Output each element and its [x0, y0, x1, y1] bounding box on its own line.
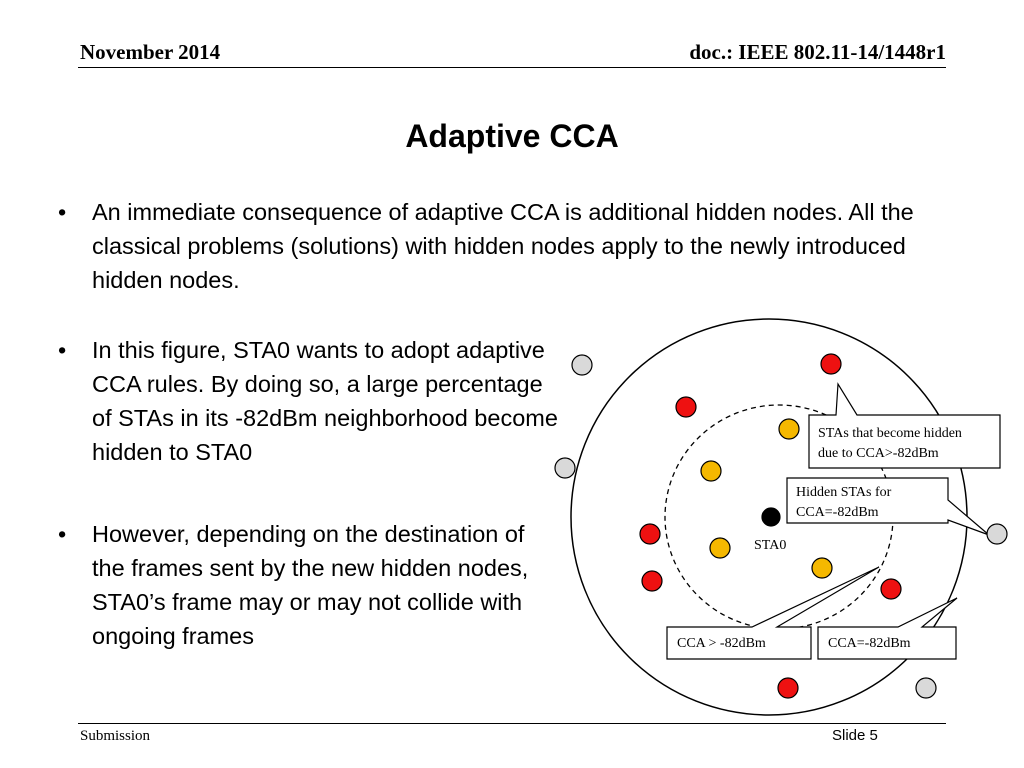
- callout-cca-equal-label: CCA=-82dBm: [828, 636, 911, 651]
- callout-hidden-become: [809, 384, 1000, 468]
- sta-node-yellow: [710, 538, 730, 558]
- callout-hidden-become-line1: STAs that become hidden: [818, 426, 962, 441]
- sta-node-gray: [555, 458, 575, 478]
- bullet-dot: •: [58, 521, 67, 547]
- sta-node-red: [881, 579, 901, 599]
- bullet-dot: •: [58, 337, 67, 363]
- sta0-node: [762, 508, 780, 526]
- callout-cca-equal: [818, 598, 957, 659]
- sta-node-yellow: [779, 419, 799, 439]
- sta-node-gray: [572, 355, 592, 375]
- callout-hidden-for-line2: CCA=-82dBm: [796, 505, 879, 520]
- footer-rule: [78, 723, 946, 724]
- sta0-label: STA0: [754, 538, 787, 553]
- sta-node-gray: [987, 524, 1007, 544]
- sta-node-red: [821, 354, 841, 374]
- bullet-1-text: An immediate consequence of adaptive CCA is additional hidden nodes. All the classical problems (solutions) with hidden nodes apply to the newly introduced hidden nodes.: [92, 199, 914, 293]
- footer-slide-number: Slide 5: [832, 727, 878, 744]
- footer-submission: Submission: [80, 728, 151, 744]
- callout-hidden-for: [787, 478, 989, 535]
- sta-node-gray: [916, 678, 936, 698]
- slide-title: Adaptive CCA: [405, 118, 619, 154]
- sta-node-red: [642, 571, 662, 591]
- callout-hidden-for-line1: Hidden STAs for: [796, 485, 892, 500]
- callout-hidden-become-line2: due to CCA>-82dBm: [818, 446, 939, 461]
- bullet-2-text: In this figure, STA0 wants to adopt adaptive CCA rules. By doing so, a large percentage of STAs in its -82dBm neighborhood become hidden to STA0: [92, 337, 558, 465]
- sta-node-yellow: [812, 558, 832, 578]
- header-doc-id: doc.: IEEE 802.11-14/1448r1: [689, 40, 946, 64]
- bullet-3-text: However, depending on the destination of the frames sent by the new hidden nodes, STA0’s frame may or may not collide with ongoing frames: [92, 521, 529, 649]
- sta-node-yellow: [701, 461, 721, 481]
- header-date: November 2014: [80, 40, 221, 64]
- sta-node-red: [640, 524, 660, 544]
- sta-node-red: [676, 397, 696, 417]
- callout-cca-greater-label: CCA > -82dBm: [677, 636, 766, 651]
- bullet-dot: •: [58, 199, 67, 225]
- sta-node-red: [778, 678, 798, 698]
